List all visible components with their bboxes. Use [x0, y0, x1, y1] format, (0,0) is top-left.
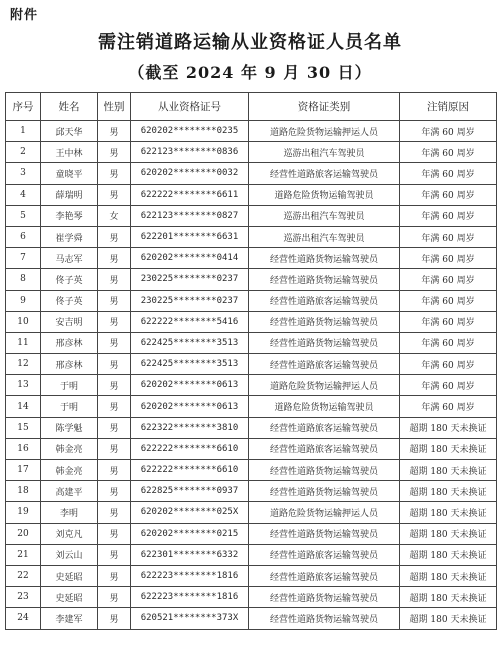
cell-gender: 男	[98, 290, 131, 311]
header-cancel-reason: 注销原因	[400, 93, 497, 121]
cell-gender: 男	[98, 565, 131, 586]
table-row	[6, 269, 497, 290]
cell-cert-number: 622825********0937	[131, 481, 249, 502]
cell-gender: 男	[98, 502, 131, 523]
cell-gender: 女	[98, 205, 131, 226]
cell-cancel-reason: 年满 60 周岁	[400, 269, 497, 290]
cell-cert-category: 道路危险货物运输押运人员	[249, 375, 400, 396]
cell-index: 24	[6, 608, 41, 629]
cell-index: 17	[6, 460, 41, 481]
cell-name: 高建平	[41, 481, 98, 502]
cell-cert-number: 622201********6631	[131, 226, 249, 247]
cell-cancel-reason: 年满 60 周岁	[400, 354, 497, 375]
cell-gender: 男	[98, 396, 131, 417]
header-cert-category: 资格证类别	[249, 93, 400, 121]
cell-name: 安吉明	[41, 311, 98, 332]
cell-cert-number: 622123********0827	[131, 205, 249, 226]
cell-name: 邢彦林	[41, 332, 98, 353]
table-row	[6, 438, 497, 459]
cell-cert-category: 经营性道路货物运输驾驶员	[249, 311, 400, 332]
cell-index: 8	[6, 269, 41, 290]
cell-cert-category: 经营性道路货物运输驾驶员	[249, 460, 400, 481]
table-row	[6, 121, 497, 142]
cell-name: 刘云山	[41, 544, 98, 565]
cell-cert-category: 巡游出租汽车驾驶员	[249, 142, 400, 163]
roster-table	[5, 92, 497, 630]
cell-gender: 男	[98, 460, 131, 481]
cell-cert-number: 230225********0237	[131, 290, 249, 311]
cell-cert-category: 经营性道路旅客运输驾驶员	[249, 544, 400, 565]
cell-cert-category: 经营性道路旅客运输驾驶员	[249, 163, 400, 184]
cell-cert-category: 道路危险货物运输驾驶员	[249, 184, 400, 205]
table-row	[6, 163, 497, 184]
cell-index: 11	[6, 332, 41, 353]
cell-cert-category: 经营性道路货物运输驾驶员	[249, 608, 400, 629]
cell-cancel-reason: 年满 60 周岁	[400, 205, 497, 226]
cell-index: 7	[6, 248, 41, 269]
cell-cancel-reason: 年满 60 周岁	[400, 290, 497, 311]
cell-gender: 男	[98, 142, 131, 163]
cell-index: 23	[6, 587, 41, 608]
cell-name: 韩金亮	[41, 438, 98, 459]
header-cert-number: 从业资格证号	[131, 93, 249, 121]
cell-cancel-reason: 超期 180 天未换证	[400, 544, 497, 565]
cell-gender: 男	[98, 163, 131, 184]
table-row	[6, 523, 497, 544]
cell-gender: 男	[98, 226, 131, 247]
cell-gender: 男	[98, 523, 131, 544]
cell-gender: 男	[98, 311, 131, 332]
cell-index: 5	[6, 205, 41, 226]
cell-cancel-reason: 年满 60 周岁	[400, 142, 497, 163]
table-row	[6, 248, 497, 269]
cell-cancel-reason: 年满 60 周岁	[400, 332, 497, 353]
cell-gender: 男	[98, 248, 131, 269]
document-title: 需注销道路运输从业资格证人员名单	[98, 32, 402, 53]
cell-cancel-reason: 年满 60 周岁	[400, 163, 497, 184]
cell-gender: 男	[98, 332, 131, 353]
cell-name: 李建军	[41, 608, 98, 629]
cell-cancel-reason: 超期 180 天未换证	[400, 460, 497, 481]
cell-cert-number: 622223********1816	[131, 565, 249, 586]
cell-name: 马志军	[41, 248, 98, 269]
table-body	[6, 121, 497, 630]
cell-gender: 男	[98, 121, 131, 142]
table-row	[6, 417, 497, 438]
cell-index: 20	[6, 523, 41, 544]
cell-cert-category: 经营性道路货物运输驾驶员	[249, 523, 400, 544]
header-name: 姓名	[41, 93, 98, 121]
cell-cert-number: 622322********3810	[131, 417, 249, 438]
cell-name: 王中林	[41, 142, 98, 163]
cell-cert-category: 道路危险货物运输押运人员	[249, 121, 400, 142]
cell-index: 6	[6, 226, 41, 247]
cell-gender: 男	[98, 269, 131, 290]
cell-index: 16	[6, 438, 41, 459]
table-row	[6, 226, 497, 247]
cell-name: 邢彦林	[41, 354, 98, 375]
cell-gender: 男	[98, 184, 131, 205]
cell-name: 陈学魁	[41, 417, 98, 438]
cell-cancel-reason: 超期 180 天未换证	[400, 565, 497, 586]
table-row	[6, 460, 497, 481]
cell-cert-category: 经营性道路旅客运输驾驶员	[249, 417, 400, 438]
header-gender: 性别	[98, 93, 131, 121]
cell-cancel-reason: 年满 60 周岁	[400, 396, 497, 417]
cell-cert-number: 622123********0836	[131, 142, 249, 163]
cell-cancel-reason: 年满 60 周岁	[400, 184, 497, 205]
table-row	[6, 587, 497, 608]
cell-name: 薛瑞明	[41, 184, 98, 205]
cell-name: 于明	[41, 375, 98, 396]
cell-cert-number: 622222********6610	[131, 438, 249, 459]
cell-gender: 男	[98, 544, 131, 565]
cell-cancel-reason: 超期 180 天未换证	[400, 523, 497, 544]
cell-cert-number: 622301********6332	[131, 544, 249, 565]
cell-cert-number: 620202********0032	[131, 163, 249, 184]
cell-gender: 男	[98, 608, 131, 629]
cell-cert-number: 620202********0613	[131, 375, 249, 396]
cell-index: 12	[6, 354, 41, 375]
cell-cancel-reason: 超期 180 天未换证	[400, 608, 497, 629]
document-subtitle: （截至 2024 年 9 月 30 日）	[128, 63, 372, 82]
cell-index: 2	[6, 142, 41, 163]
cell-cert-number: 622425********3513	[131, 332, 249, 353]
cell-index: 3	[6, 163, 41, 184]
cell-cancel-reason: 超期 180 天未换证	[400, 438, 497, 459]
table-row	[6, 375, 497, 396]
cell-gender: 男	[98, 375, 131, 396]
cell-index: 13	[6, 375, 41, 396]
cell-name: 李艳琴	[41, 205, 98, 226]
cell-name: 史延昭	[41, 587, 98, 608]
cell-cert-number: 622425********3513	[131, 354, 249, 375]
cell-name: 佟子英	[41, 269, 98, 290]
cell-cert-category: 经营性道路旅客运输驾驶员	[249, 565, 400, 586]
cell-cancel-reason: 年满 60 周岁	[400, 375, 497, 396]
cell-cert-category: 经营性道路货物运输驾驶员	[249, 481, 400, 502]
cell-index: 18	[6, 481, 41, 502]
cell-cert-category: 经营性道路货物运输驾驶员	[249, 269, 400, 290]
cell-cert-number: 620521********373X	[131, 608, 249, 629]
header-index: 序号	[6, 93, 41, 121]
table-row	[6, 354, 497, 375]
cell-cancel-reason: 超期 180 天未换证	[400, 481, 497, 502]
cell-cert-number: 622223********1816	[131, 587, 249, 608]
table-row	[6, 481, 497, 502]
table-row	[6, 565, 497, 586]
table-row	[6, 608, 497, 629]
cell-name: 李明	[41, 502, 98, 523]
table-row	[6, 184, 497, 205]
cell-name: 崔学舜	[41, 226, 98, 247]
cell-name: 童晓平	[41, 163, 98, 184]
cell-cancel-reason: 超期 180 天未换证	[400, 417, 497, 438]
cell-cert-category: 经营性道路货物运输驾驶员	[249, 332, 400, 353]
cell-name: 刘克凡	[41, 523, 98, 544]
cell-index: 1	[6, 121, 41, 142]
cell-name: 于明	[41, 396, 98, 417]
cell-index: 10	[6, 311, 41, 332]
cell-index: 19	[6, 502, 41, 523]
table-row	[6, 142, 497, 163]
cell-cancel-reason: 超期 180 天未换证	[400, 587, 497, 608]
cell-name: 邱天华	[41, 121, 98, 142]
cell-cancel-reason: 年满 60 周岁	[400, 226, 497, 247]
table-row	[6, 205, 497, 226]
cell-index: 9	[6, 290, 41, 311]
table-row	[6, 502, 497, 523]
cell-cancel-reason: 超期 180 天未换证	[400, 502, 497, 523]
table-row	[6, 332, 497, 353]
table-row	[6, 290, 497, 311]
cell-cert-category: 道路危险货物运输押运人员	[249, 502, 400, 523]
cell-gender: 男	[98, 354, 131, 375]
cell-cert-category: 经营性道路旅客运输驾驶员	[249, 354, 400, 375]
cell-cert-category: 经营性道路旅客运输驾驶员	[249, 290, 400, 311]
cell-cert-category: 巡游出租汽车驾驶员	[249, 205, 400, 226]
cell-cert-number: 622222********5416	[131, 311, 249, 332]
table-row	[6, 544, 497, 565]
cell-cert-number: 622222********6610	[131, 460, 249, 481]
cell-cancel-reason: 年满 60 周岁	[400, 248, 497, 269]
cell-gender: 男	[98, 481, 131, 502]
cell-cert-number: 620202********0235	[131, 121, 249, 142]
cell-index: 15	[6, 417, 41, 438]
cell-cert-category: 经营性道路货物运输驾驶员	[249, 248, 400, 269]
table-header-row	[6, 93, 497, 121]
cell-gender: 男	[98, 587, 131, 608]
cell-gender: 男	[98, 438, 131, 459]
cell-cancel-reason: 年满 60 周岁	[400, 311, 497, 332]
cell-cert-category: 道路危险货物运输驾驶员	[249, 396, 400, 417]
cell-index: 22	[6, 565, 41, 586]
cell-cert-number: 622222********6611	[131, 184, 249, 205]
cell-index: 21	[6, 544, 41, 565]
cell-index: 4	[6, 184, 41, 205]
cell-cert-number: 620202********0613	[131, 396, 249, 417]
cell-cert-number: 620202********025X	[131, 502, 249, 523]
cell-cancel-reason: 年满 60 周岁	[400, 121, 497, 142]
cell-cert-number: 620202********0414	[131, 248, 249, 269]
table-row	[6, 311, 497, 332]
cell-name: 史延昭	[41, 565, 98, 586]
cell-cert-number: 230225********0237	[131, 269, 249, 290]
cell-cert-category: 经营性道路旅客运输驾驶员	[249, 438, 400, 459]
table-row	[6, 396, 497, 417]
cell-name: 韩金亮	[41, 460, 98, 481]
cell-cert-category: 经营性道路货物运输驾驶员	[249, 587, 400, 608]
cell-cert-number: 620202********0215	[131, 523, 249, 544]
cell-cert-category: 巡游出租汽车驾驶员	[249, 226, 400, 247]
attachment-label: 附件	[10, 8, 39, 23]
cell-name: 佟子英	[41, 290, 98, 311]
cell-gender: 男	[98, 417, 131, 438]
cell-index: 14	[6, 396, 41, 417]
